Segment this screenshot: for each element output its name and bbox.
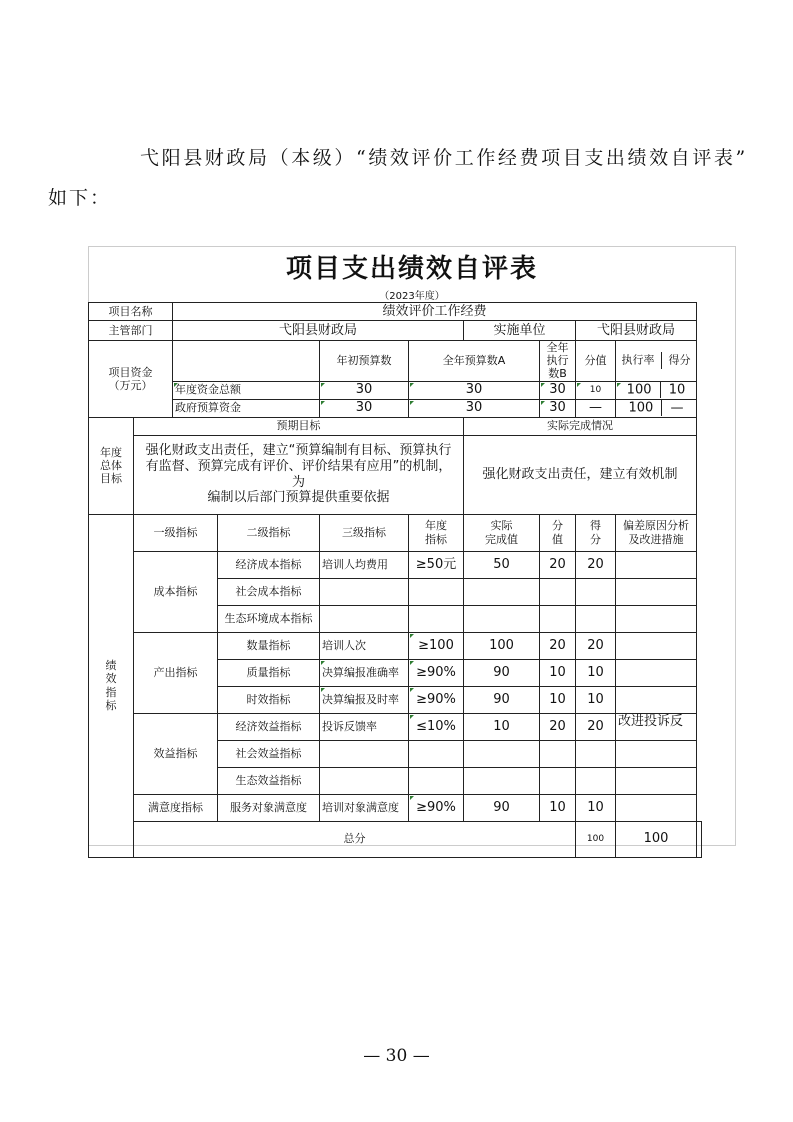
row-l2: 数量指标: [218, 632, 320, 659]
row-goal-header: [89, 417, 702, 435]
row-target: [409, 605, 464, 632]
row-l3: [320, 578, 409, 605]
row-value: [540, 605, 576, 632]
row-actual: 100: [464, 632, 540, 659]
impl-unit-value: 弋阳县财政局: [576, 321, 697, 341]
row-l2: 服务对象满意度: [218, 794, 320, 821]
row-l3: 培训人均费用: [320, 551, 409, 578]
row-l3: 决算编报及时率: [320, 686, 409, 713]
funds-gov-value: —: [576, 399, 616, 417]
header-deviation: 偏差原因分析 及改进措施: [616, 514, 697, 551]
table-title: 项目支出绩效自评表: [285, 254, 538, 284]
funds-total-full: 30: [409, 381, 540, 399]
row-l2: 生态环境成本指标: [218, 605, 320, 632]
row-score: [576, 740, 616, 767]
header-level1: 一级指标: [134, 514, 218, 551]
row-l3: 培训对象满意度: [320, 794, 409, 821]
row-l2: 生态效益指标: [218, 767, 320, 794]
actual-header: 实际完成情况: [464, 417, 697, 435]
intro-line-1: 弋阳县财政局（本级）“绩效评价工作经费项目支出绩效自评表”: [140, 147, 748, 169]
row-dev: [616, 794, 697, 821]
table-row: [89, 632, 702, 659]
row-l2: 社会效益指标: [218, 740, 320, 767]
performance-table: [88, 302, 702, 858]
header-annual: 年度 指标: [409, 514, 464, 551]
funds-gov-exec: 30: [540, 399, 576, 417]
row-actual: [464, 740, 540, 767]
funds-total-rate-score: [616, 381, 697, 399]
row-dev: [616, 551, 697, 578]
row-value: 10: [540, 794, 576, 821]
total-dev: [697, 821, 702, 857]
intro-line-2: 如下：: [48, 187, 112, 209]
row-dev: [616, 686, 697, 713]
funds-total-rate: 100: [626, 382, 652, 398]
row-dev: [616, 740, 697, 767]
row-actual: [464, 578, 540, 605]
header-level3: 三级指标: [320, 514, 409, 551]
col-initial-budget: 年初预算数: [320, 341, 409, 382]
row-funds-total: [89, 381, 702, 399]
row-value: 20: [540, 713, 576, 740]
row-indicator-header: [89, 514, 702, 551]
row-score: [576, 767, 616, 794]
table-year: （2023年度）: [379, 291, 445, 302]
row-dev: [616, 659, 697, 686]
group-benefit: 效益指标: [134, 713, 218, 794]
row-score: 10: [576, 794, 616, 821]
header-actual: 实际 完成值: [464, 514, 540, 551]
funds-blank-header: [173, 341, 320, 382]
row-actual: 90: [464, 659, 540, 686]
total-score: 100: [616, 821, 697, 857]
row-dev: [616, 767, 697, 794]
table-row: [89, 794, 702, 821]
row-score: [576, 578, 616, 605]
row-score: 10: [576, 659, 616, 686]
row-dev: 改进投诉反: [616, 713, 697, 740]
row-goal-content: [89, 435, 702, 514]
row-value: [540, 767, 576, 794]
col-full-year-exec: 全年执行数B: [540, 341, 576, 382]
total-label: 总分: [134, 821, 576, 857]
row-actual: 90: [464, 686, 540, 713]
row-project-name: [89, 303, 702, 321]
group-output: 产出指标: [134, 632, 218, 713]
total-value: 100: [576, 821, 616, 857]
dept-label: 主管部门: [89, 321, 173, 341]
row-value: 10: [540, 686, 576, 713]
funds-total-value: 10: [576, 381, 616, 399]
header-level2: 二级指标: [218, 514, 320, 551]
row-actual: [464, 605, 540, 632]
row-l3: 投诉反馈率: [320, 713, 409, 740]
row-target: ≥90%: [409, 659, 464, 686]
row-dev: [616, 632, 697, 659]
row-actual: 50: [464, 551, 540, 578]
col-score: 得分: [668, 353, 691, 367]
col-exec-rate: 执行率: [621, 353, 655, 367]
row-l3: 培训人次: [320, 632, 409, 659]
funds-gov-rate: 100: [628, 400, 654, 416]
row-actual: [464, 767, 540, 794]
page-number: — 30 —: [363, 1046, 430, 1066]
row-l2: 社会成本指标: [218, 578, 320, 605]
row-score: 20: [576, 632, 616, 659]
row-value: 20: [540, 551, 576, 578]
funds-total-exec: 30: [540, 381, 576, 399]
row-target: ≥90%: [409, 686, 464, 713]
expected-goal-text: 强化财政支出责任，建立“预算编制有目标、预算执行 有监督、预算完成有评价、评价结果有应用”的机制，为 编制以后部门预算提供重要依据: [134, 435, 464, 514]
row-l3: [320, 767, 409, 794]
funds-total-initial: 30: [320, 381, 409, 399]
row-department: [89, 321, 702, 341]
expected-goal-header: 预期目标: [134, 417, 464, 435]
project-name-label: 项目名称: [89, 303, 173, 321]
row-target: ≥90%: [409, 794, 464, 821]
row-funds-gov: [89, 399, 702, 417]
row-target: ≥50元: [409, 551, 464, 578]
row-value: [540, 578, 576, 605]
funds-gov-label: 政府预算资金: [173, 399, 320, 417]
row-score: 10: [576, 686, 616, 713]
funds-total-score: 10: [668, 382, 686, 398]
row-actual: 90: [464, 794, 540, 821]
header-score: 得 分: [576, 514, 616, 551]
dept-value: 弋阳县财政局: [173, 321, 464, 341]
row-l3: [320, 605, 409, 632]
row-actual: 10: [464, 713, 540, 740]
row-dev: [616, 578, 697, 605]
row-l2: 质量指标: [218, 659, 320, 686]
row-target: [409, 767, 464, 794]
row-target: ≥100: [409, 632, 464, 659]
funds-total-label: 年度资金总额: [173, 381, 320, 399]
group-satisfaction: 满意度指标: [134, 794, 218, 821]
row-score: 20: [576, 551, 616, 578]
annual-goal-label: 年度 总体 目标: [89, 417, 134, 514]
col-exec-rate-score: [616, 341, 697, 382]
row-value: [540, 740, 576, 767]
row-l2: 时效指标: [218, 686, 320, 713]
funds-gov-rate-score: [616, 399, 697, 417]
row-funds-header: [89, 341, 702, 382]
funds-label: 项目资金 （万元）: [89, 341, 173, 418]
col-score-value: 分值: [576, 341, 616, 382]
funds-gov-score: —: [670, 400, 684, 416]
row-total: [89, 821, 702, 857]
row-dev: [616, 605, 697, 632]
funds-gov-full: 30: [409, 399, 540, 417]
row-value: 10: [540, 659, 576, 686]
row-value: 20: [540, 632, 576, 659]
project-name-value: 绩效评价工作经费: [173, 303, 697, 321]
table-row: [89, 713, 702, 740]
row-l3: 决算编报准确率: [320, 659, 409, 686]
row-l2: 经济效益指标: [218, 713, 320, 740]
impl-unit-label: 实施单位: [464, 321, 576, 341]
row-score: [576, 605, 616, 632]
table-row: [89, 551, 702, 578]
funds-gov-initial: 30: [320, 399, 409, 417]
row-score: 20: [576, 713, 616, 740]
perf-indicator-label: 绩 效 指 标: [89, 514, 134, 857]
row-target: [409, 740, 464, 767]
row-l3: [320, 740, 409, 767]
group-cost: 成本指标: [134, 551, 218, 632]
actual-text: 强化财政支出责任，建立有效机制: [464, 435, 697, 514]
row-target: ≤10%: [409, 713, 464, 740]
col-full-year-budget: 全年预算数A: [409, 341, 540, 382]
row-l2: 经济成本指标: [218, 551, 320, 578]
row-target: [409, 578, 464, 605]
header-value: 分 值: [540, 514, 576, 551]
